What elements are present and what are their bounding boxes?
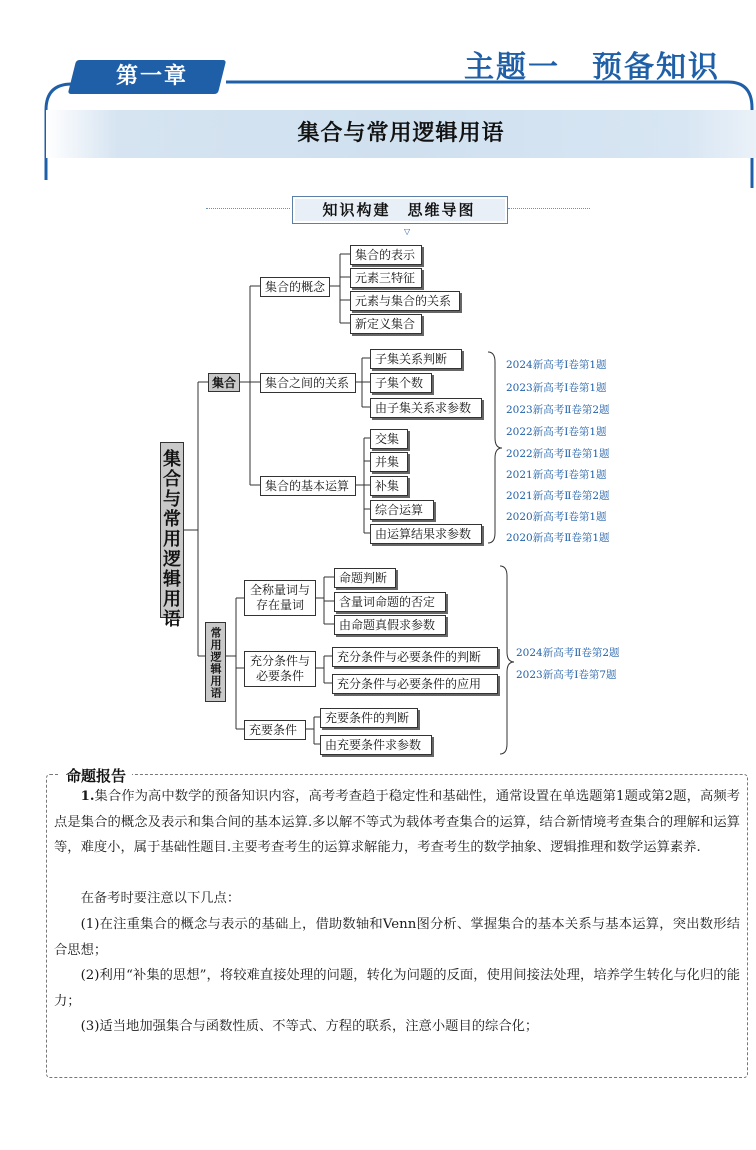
report-paragraph-1 xyxy=(54,784,740,861)
chapter-label: 第一章 xyxy=(115,64,188,89)
exam-ref: 2021新高考Ⅱ卷第2题 xyxy=(506,490,610,502)
leaf-intersection: 交集 xyxy=(370,429,408,449)
topic-title: 主题一 预备知识 xyxy=(464,50,720,85)
report-paragraph-2: 在备考时要注意以下几点： xyxy=(80,891,241,906)
leaf-subset-count: 子集个数 xyxy=(370,373,432,393)
leaf-new-definition-set: 新定义集合 xyxy=(350,314,422,334)
exam-ref: 2021新高考Ⅰ卷第1题 xyxy=(506,469,607,481)
node-quantifier: 全称量词与存在量词 xyxy=(244,580,316,616)
leaf-proposition-judgment: 命题判断 xyxy=(334,568,396,588)
exam-ref: 2024新高考Ⅰ卷第1题 xyxy=(506,359,607,371)
mindmap-root: 集合与常用逻辑用语 xyxy=(160,442,184,618)
exam-ref: 2022新高考Ⅰ卷第1题 xyxy=(506,426,607,438)
report-paragraph-4: (2)利用“补集的思想”，将较难直接处理的问题，转化为问题的反面，使用间接法处理，培养学生转化与化归的能力； xyxy=(54,968,740,1009)
exam-ref: 2022新高考Ⅱ卷第1题 xyxy=(506,448,610,460)
paragraph-number: 1. xyxy=(80,789,95,804)
leaf-iff-param: 由充要条件求参数 xyxy=(320,735,432,755)
leaf-quantifier-negation: 含量词命题的否定 xyxy=(334,592,446,612)
report-paragraph-3: (1)在注重集合的概念与表示的基础上，借助数轴和Venn图分析、掌握集合的基本关系与基本运算，突出数形结合思想； xyxy=(54,917,740,958)
leaf-condition-judgment: 充分条件与必要条件的判断 xyxy=(332,647,498,667)
exam-ref: 2023新高考Ⅰ卷第1题 xyxy=(506,382,607,394)
exam-ref: 2024新高考Ⅱ卷第2题 xyxy=(516,647,620,659)
node-set-relation: 集合之间的关系 xyxy=(260,373,356,393)
leaf-condition-application: 充分条件与必要条件的应用 xyxy=(332,674,498,694)
exam-ref: 2020新高考Ⅰ卷第1题 xyxy=(506,511,607,523)
leaf-subset-judgment: 子集关系判断 xyxy=(370,349,462,369)
node-set: 集合 xyxy=(208,373,240,392)
leaf-complement: 补集 xyxy=(370,476,408,496)
report-title: 命题报告 xyxy=(60,765,132,786)
leaf-combined-operation: 综合运算 xyxy=(370,500,434,520)
leaf-element-features: 元素三特征 xyxy=(350,268,422,288)
exam-ref: 2023新高考Ⅰ卷第7题 xyxy=(516,669,617,681)
node-set-concept: 集合的概念 xyxy=(260,277,330,297)
node-sufficient-necessary: 充分条件与必要条件 xyxy=(244,651,316,687)
exam-ref: 2023新高考Ⅱ卷第2题 xyxy=(506,404,610,416)
section-label: 知识构建 思维导图 xyxy=(322,201,476,219)
node-set-operation: 集合的基本运算 xyxy=(260,476,356,496)
leaf-set-representation: 集合的表示 xyxy=(350,245,422,265)
banner-title: 集合与常用逻辑用语 xyxy=(297,121,505,146)
leaf-operation-param: 由运算结果求参数 xyxy=(370,524,482,544)
leaf-element-set-relation: 元素与集合的关系 xyxy=(350,291,460,311)
leaf-truth-param: 由命题真假求参数 xyxy=(334,615,446,635)
report-paragraph-5: (3)适当地加强集合与函数性质、不等式、方程的联系，注意小题目的综合化； xyxy=(80,1019,539,1034)
paragraph-1-text: 集合作为高中数学的预备知识内容，高考考查趋于稳定性和基础性，通常设置在单选题第1题或第2题，高频考点是集合的概念及表示和集合间的基本运算.多以解不等式为载体考查集合的运算，结合新情境考查集合的理解和运算等，难度小，属于基础性题目.主要考查考生的运算求解能力，考查考生的数学抽象、逻辑推理和数学运算素养. xyxy=(54,789,740,855)
leaf-union: 并集 xyxy=(370,452,408,472)
node-iff: 充要条件 xyxy=(244,720,306,740)
leaf-subset-param: 由子集关系求参数 xyxy=(370,398,482,418)
node-logic: 常用逻辑用语 xyxy=(205,622,226,702)
down-triangle-icon: ▽ xyxy=(404,227,411,236)
leaf-iff-judgment: 充要条件的判断 xyxy=(320,708,418,728)
exam-ref: 2020新高考Ⅱ卷第1题 xyxy=(506,532,610,544)
